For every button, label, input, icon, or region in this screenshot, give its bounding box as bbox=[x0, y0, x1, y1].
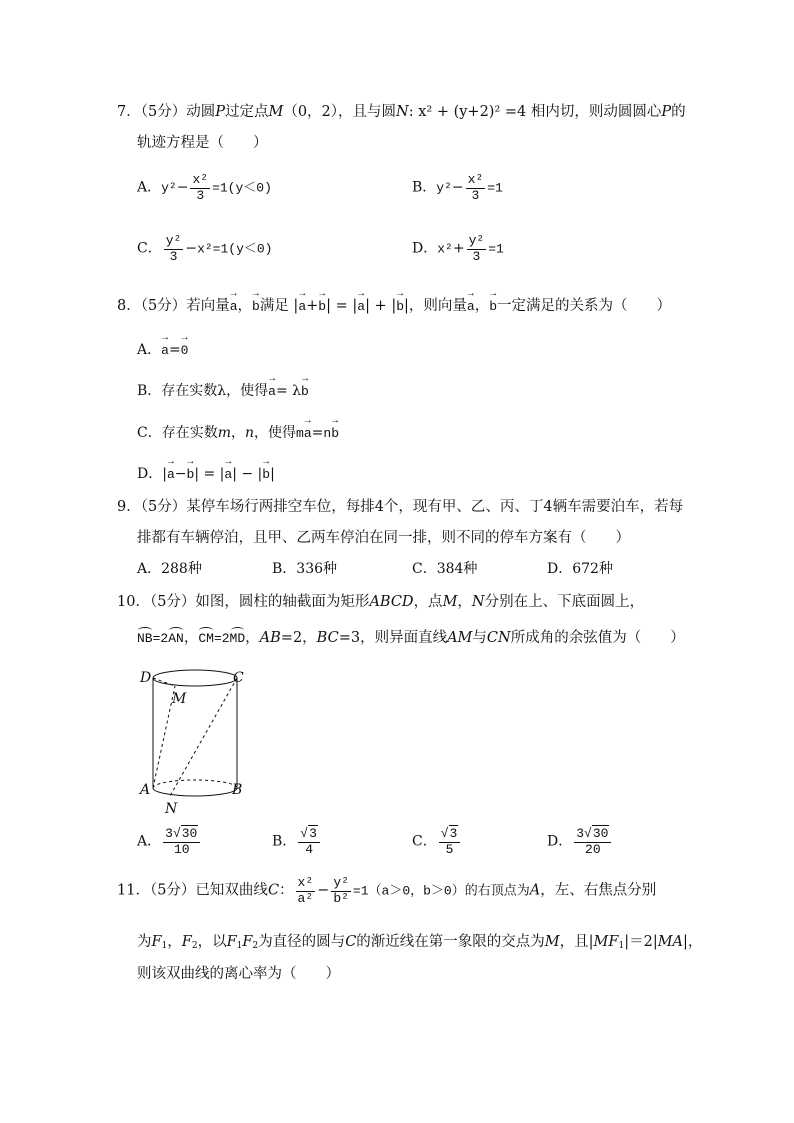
q8-option-a: A．→ a=→ 0 bbox=[137, 340, 188, 357]
bottom-ellipse-back bbox=[153, 780, 237, 788]
q7-option-b: B．y²− $\frac{\text{x²}}{3}$ =1 bbox=[412, 172, 503, 203]
q10-stem-line1: 10．（5分）如图，圆柱的轴截面为矩形ABCD，点M，N分别在上、下底面圆上， bbox=[117, 594, 645, 610]
fig-label-b: B bbox=[232, 782, 243, 798]
q10-stem-line2: NB=2AN，CM=2MD，AB=2，BC=3，则异面直线AM与CN所成角的余弦值为（ ） bbox=[137, 627, 685, 646]
q8-option-d: D．|→ a−→ b| = |→ a| − |→ b| bbox=[137, 464, 275, 481]
q10-option-a: A． $\frac{3√30}{10}$ bbox=[137, 827, 202, 856]
q7-stem-line2: 轨迹方程是（ ） bbox=[137, 135, 268, 151]
q10-option-b: B． $\frac{√3}{4}$ bbox=[272, 827, 322, 856]
bottom-ellipse-front bbox=[153, 788, 237, 796]
q7-option-c: C． $\frac{\text{y²}}{3}$ −x²=1(y＜0) bbox=[137, 233, 273, 264]
q9-stem-line1: 9．（5分）某停车场行两排空车位，每排4个，现有甲、乙、丙、丁4辆车需要泊车，若每 bbox=[117, 499, 684, 515]
q8-stem: 8．（5分）若向量→ a，→ b满足 |→ a+→ b| = |→ a| + |→ b|，则向量→ a，→ b一定满足的关系为（ ） bbox=[117, 296, 671, 314]
q8-option-c: C．存在实数m，n，使得m→ a=n→ b bbox=[137, 423, 339, 440]
q11-stem-line2: 为$F_1$，$F_2$，以$F_1F_2$为直径的圆与C的渐近线在第一象限的交点为M，且$|MF_1|=2|MA|$， bbox=[137, 934, 703, 951]
q11-stem-line3: 则该双曲线的离心率为（ ） bbox=[137, 966, 340, 982]
q7-option-d: D．x²+ $\frac{\text{y²}}{3}$ =1 bbox=[412, 233, 504, 264]
fig-label-d: D bbox=[140, 670, 152, 686]
q7-stem-line1: 7．（5分）动圆P过定点M（0，2），且与圆N: x² + (y+2)² =4 相内切，则动圆圆心P的 bbox=[117, 104, 686, 120]
fig-label-m: M bbox=[172, 691, 187, 707]
q10-option-d: D． $\frac{3√30}{20}$ bbox=[547, 827, 613, 856]
segment-dm bbox=[153, 678, 175, 686]
q9-option-d: D．672种 bbox=[547, 561, 613, 577]
fig-label-a: A bbox=[140, 782, 151, 798]
q9-option-a: A．288种 bbox=[137, 561, 202, 577]
q10-option-c: C． $\frac{√3}{5}$ bbox=[412, 827, 462, 856]
q11-stem-line1: 11．（5分）已知双曲线C： $\frac{\text{x²}}{\text{a²}}$ − $\frac{\text{y²}}{\text{b²}}$ =1（a＞0，b＞0）的右顶点为A，左、右焦点分别 bbox=[117, 875, 657, 906]
q9-option-c: C．384种 bbox=[412, 561, 478, 577]
q9-option-b: B．336种 bbox=[272, 561, 338, 577]
q8-option-b: B．存在实数λ，使得→ a= λ→ b bbox=[137, 381, 309, 398]
q10-cylinder-figure bbox=[130, 665, 260, 825]
q9-stem-line2: 排都有车辆停泊，且甲、乙两车停泊在同一排，则不同的停车方案有（ ） bbox=[137, 530, 630, 546]
fig-label-c: C bbox=[233, 670, 244, 686]
fig-label-n: N bbox=[165, 801, 178, 817]
top-ellipse bbox=[153, 670, 237, 686]
q7-option-a: A．y²− $\frac{\text{x²}}{3}$ =1(y＜0) bbox=[137, 172, 272, 203]
